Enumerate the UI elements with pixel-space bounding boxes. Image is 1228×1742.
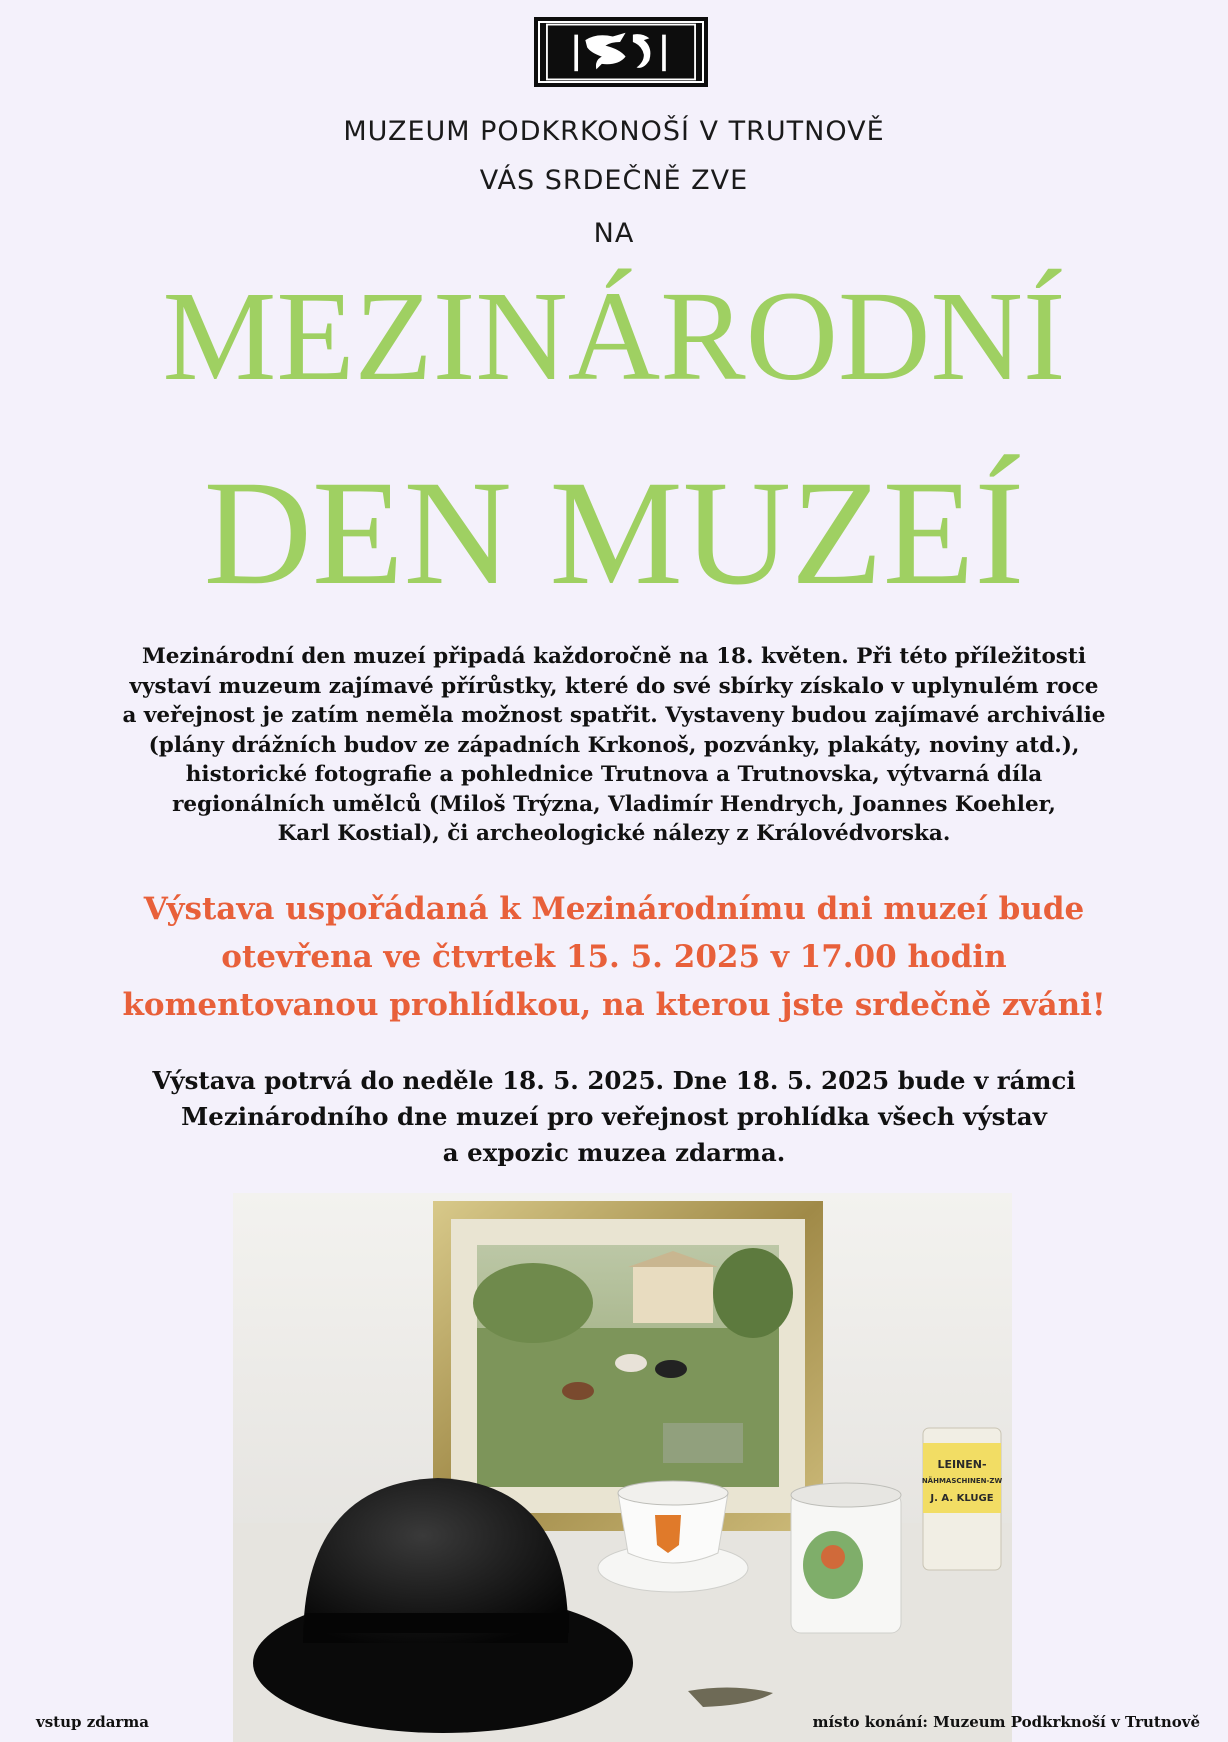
title-line-2: DEN MUZEÍ [203,450,1025,616]
spool-label-1: LEINEN- [937,1458,987,1471]
title-line-1: MEZINÁRODNÍ [162,265,1066,407]
spool-label-3: J. A. KLUGE [930,1493,994,1504]
header-museum-name: MUZEUM PODKRKONOŠÍ V TRUTNOVĚ [343,116,885,147]
footer-entry-free: vstup zdarma [36,1713,149,1731]
intro-line: Karl Kostial), či archeologické nálezy z Královédvorska. [277,821,951,846]
announcement-line: otevřena ve čtvrtek 15. 5. 2025 v 17.00 hodin [221,939,1007,975]
exhibit-photo-image [233,1193,1012,1742]
details-line: Výstava potrvá do neděle 18. 5. 2025. Dne 18. 5. 2025 bude v rámci [152,1066,1076,1095]
intro-line: historické fotografie a pohlednice Trutnova a Trutnovska, výtvarná díla [185,762,1043,787]
header-na: NA [593,218,635,249]
details-line: Mezinárodního dne muzeí pro veřejnost prohlídka všech výstav [181,1102,1047,1131]
museum-logo-icon [537,20,705,84]
details-line: a expozic muzea zdarma. [442,1138,786,1167]
intro-line: (plány drážních budov ze západních Krkonoš, pozvánky, plakáty, noviny atd.), [148,732,1080,758]
exhibit-photo [233,1193,1012,1742]
intro-line: Mezinárodní den muzeí připadá každoročně na 18. květen. Při této příležitosti [141,644,1087,669]
footer-venue: místo konání: Muzeum Podkrknoší v Trutnově [812,1713,1200,1731]
announcement [20,885,1208,1029]
museum-logo [534,17,708,87]
intro-paragraph [30,642,1198,849]
intro-line: regionálních umělců (Miloš Trýzna, Vladimír Hendrych, Joannes Koehler, [172,791,1056,817]
details [20,1063,1208,1171]
spool-label-2: NÄHMASCHINEN-ZW [921,1477,1003,1485]
header-invitation: VÁS SRDEČNĚ ZVE [479,165,749,196]
intro-line: vystaví muzeum zajímavé přírůstky, které do své sbírky získalo v uplynulém roce [129,673,1099,699]
intro-line: a veřejnost je zatím neměla možnost spatřit. Vystaveny budou zajímavé archiválie [122,703,1106,728]
announcement-line: komentovanou prohlídkou, na kterou jste srdečně zváni! [122,987,1106,1023]
announcement-line: Výstava uspořádaná k Mezinárodnímu dni muzeí bude [143,891,1085,927]
